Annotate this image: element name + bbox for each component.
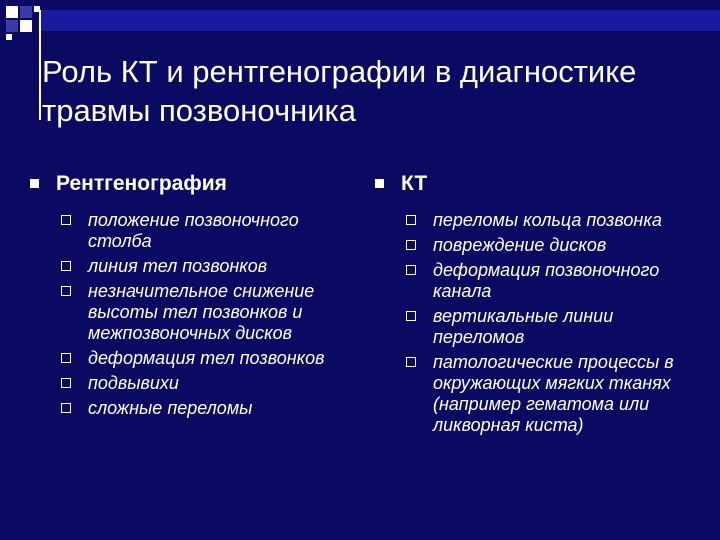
checkbox-bullet-icon xyxy=(61,215,71,225)
right-list xyxy=(375,210,705,436)
decor-square xyxy=(6,6,18,18)
list-item: вертикальные линии переломов xyxy=(375,306,705,348)
checkbox-bullet-icon xyxy=(61,378,71,388)
list-item: подвывихи xyxy=(30,373,360,394)
list-item: сложные переломы xyxy=(30,398,360,419)
list-item: деформация позвоночного канала xyxy=(375,260,705,302)
left-list xyxy=(30,210,360,419)
slide-title: Роль КТ и рентгенографии в диагностике травмы позвоночника xyxy=(42,54,637,128)
checkbox-bullet-icon xyxy=(61,286,71,296)
left-heading-label: Рентгенография xyxy=(56,172,227,195)
decor-square xyxy=(6,20,18,32)
decor-square xyxy=(20,6,32,18)
checkbox-bullet-icon xyxy=(61,261,71,271)
square-bullet-icon xyxy=(30,179,39,188)
checkbox-bullet-icon xyxy=(406,357,416,367)
decor-square xyxy=(20,20,32,32)
left-column xyxy=(30,172,360,423)
square-bullet-icon xyxy=(375,179,384,188)
checkbox-bullet-icon xyxy=(61,353,71,363)
right-heading-label: КТ xyxy=(401,172,428,195)
decor-square xyxy=(6,34,12,40)
checkbox-bullet-icon xyxy=(61,403,71,413)
list-item: незначительное снижение высоты тел позвонков и межпозвоночных дисков xyxy=(30,281,360,344)
right-heading xyxy=(375,172,705,202)
list-item: линия тел позвонков xyxy=(30,256,360,277)
list-item: деформация тел позвонков xyxy=(30,348,360,369)
checkbox-bullet-icon xyxy=(406,265,416,275)
checkbox-bullet-icon xyxy=(406,215,416,225)
list-item: повреждение дисков xyxy=(375,235,705,256)
checkbox-bullet-icon xyxy=(406,240,416,250)
checkbox-bullet-icon xyxy=(406,311,416,321)
list-item: положение позвоночного столба xyxy=(30,210,360,252)
left-heading xyxy=(30,172,360,202)
decor-line xyxy=(39,10,41,120)
right-column xyxy=(375,172,705,440)
list-item: патологические процессы в окружающих мягких тканях (например гематома или ликворная киста) xyxy=(375,352,705,436)
list-item: переломы кольца позвонка xyxy=(375,210,705,231)
header-bar xyxy=(40,10,720,31)
